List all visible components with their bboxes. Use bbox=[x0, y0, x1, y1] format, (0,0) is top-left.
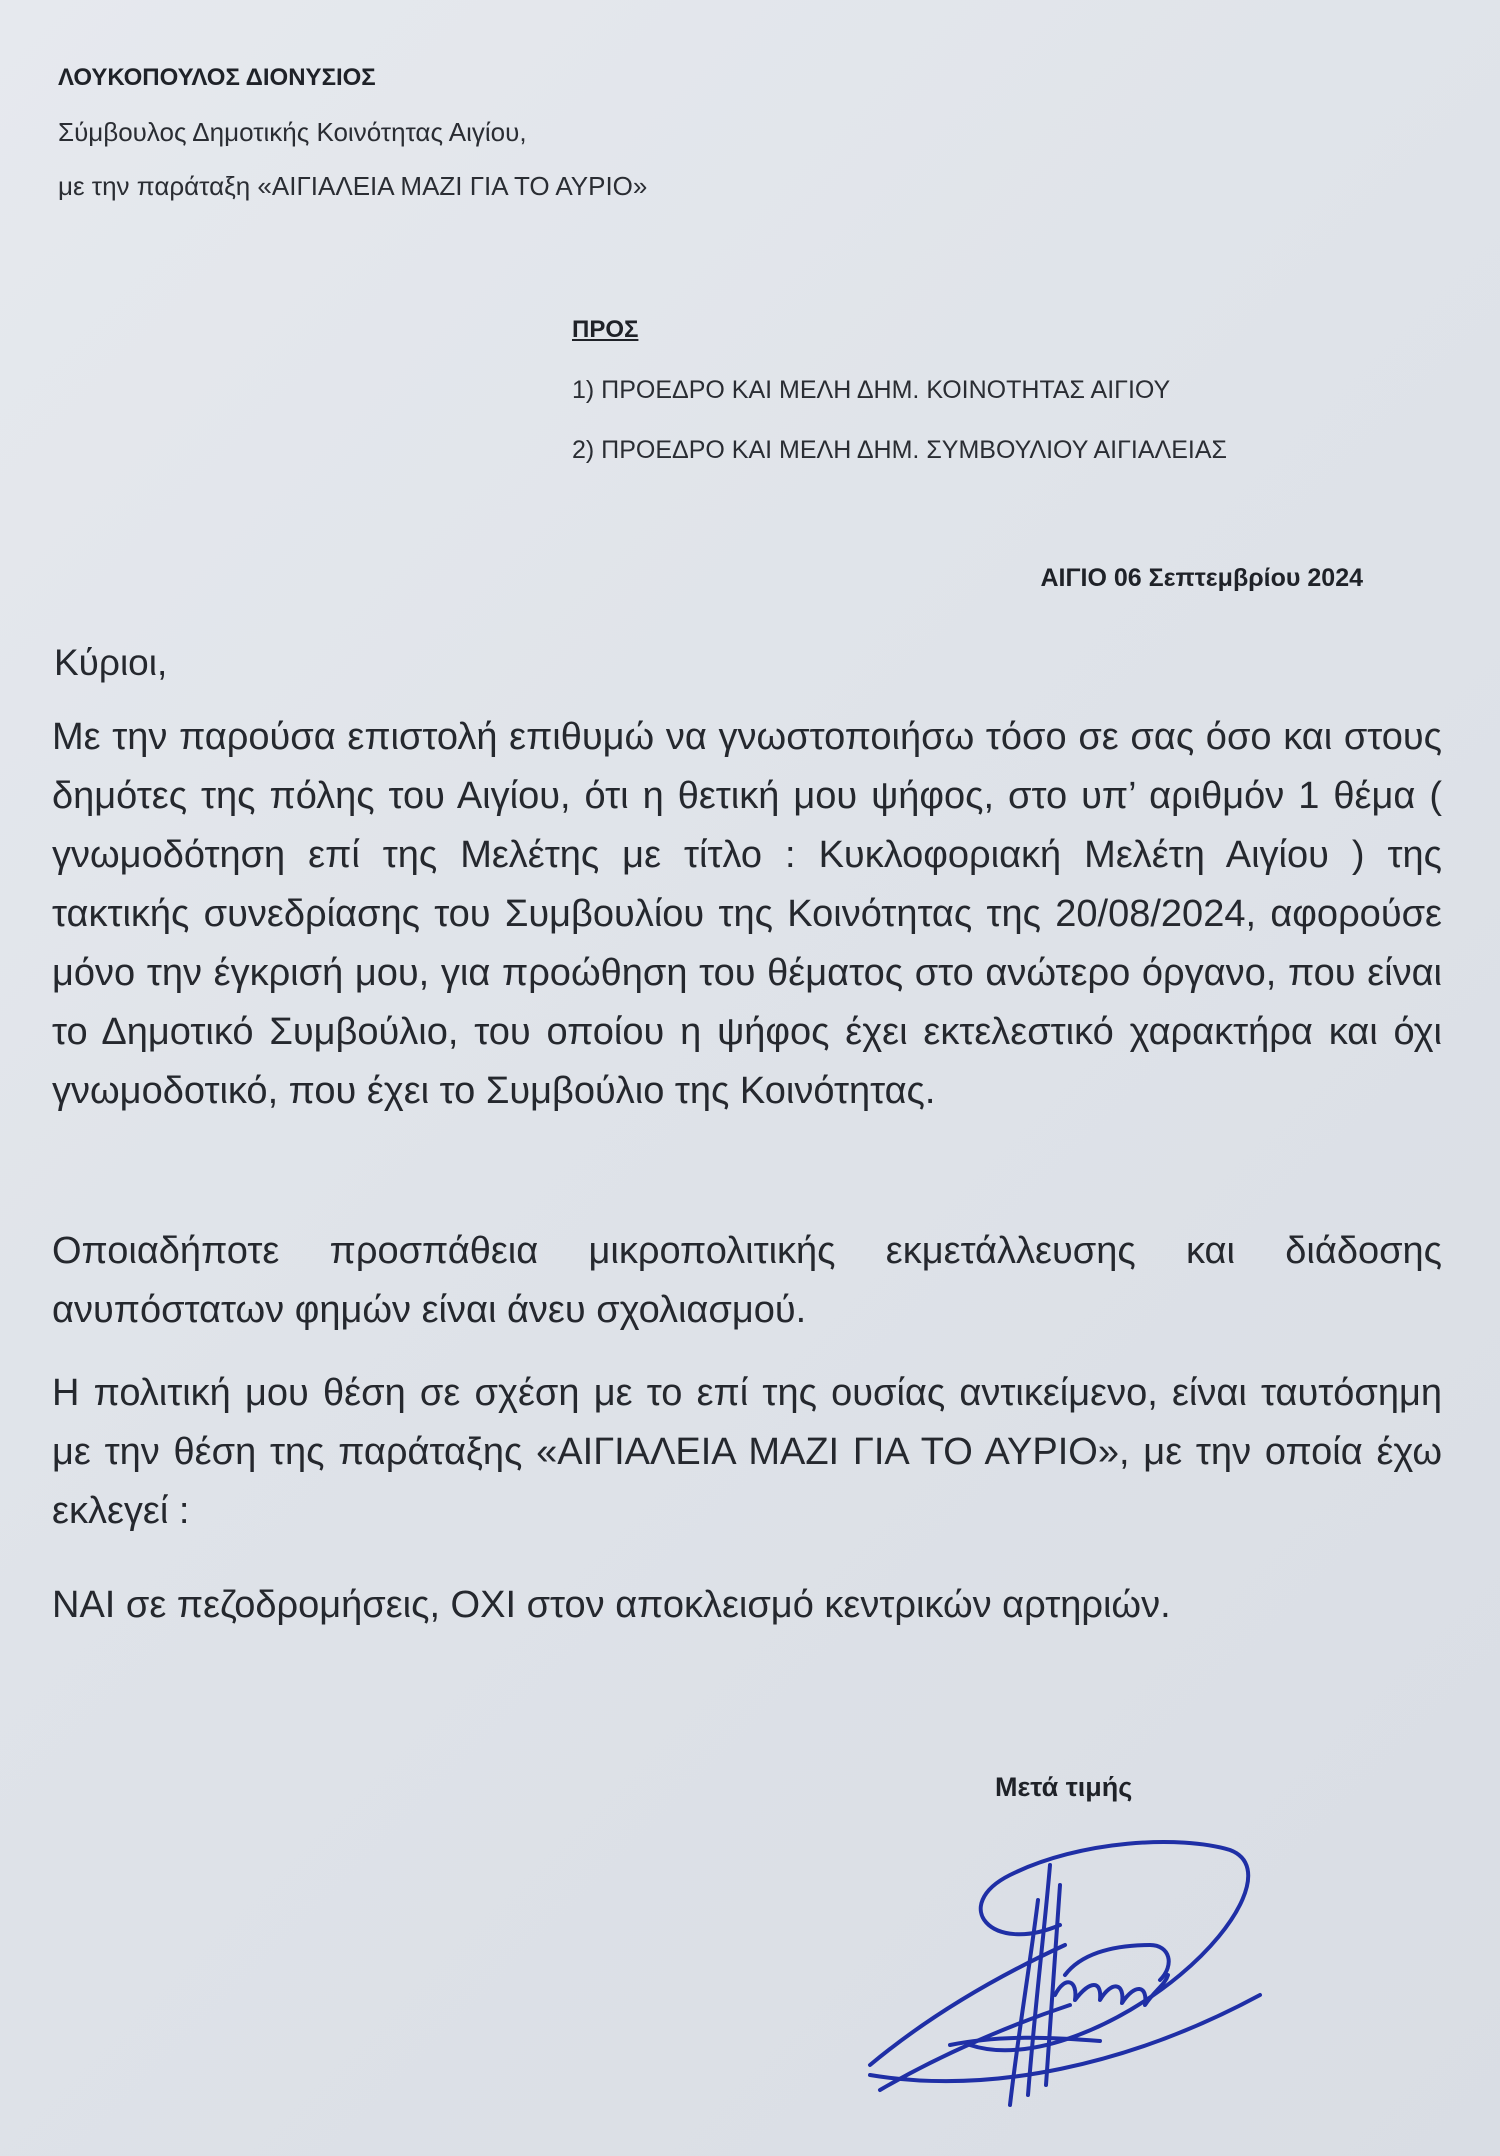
recipients-block bbox=[572, 314, 1472, 466]
body-paragraph: Με την παρούσα επιστολή επιθυμώ να γνωστοποιήσω τόσο σε σας όσο και στους δημότες της πόλης του Αιγίου, ότι η θετική μου ψήφος, στο υπ’ αριθμόν 1 θέμα ( γνωμοδότηση επί της Μελέτης με τίτλο : Κυκλοφοριακή Μελέτη Αιγίου ) της τακτικής συνεδρίασης του Συμβουλίου της Κοινότητας της 20/08/2024, αφορούσε μόνο την έγκρισή μου, για προώθηση του θέματος στο ανώτερο όργανο, που είναι το Δημοτικό Συμβούλιο, του οποίου η ψήφος έχει εκτελεστικό χαρακτήρα και όχι γνωμοδοτικό, που έχει το Συμβούλιο της Κοινότητας. bbox=[52, 716, 1442, 1112]
sender-title: Σύμβουλος Δημοτικής Κοινότητας Αιγίου, bbox=[58, 117, 527, 147]
sender-party: με την παράταξη «ΑΙΓΙΑΛΕΙΑ ΜΑΖΙ ΓΙΑ ΤΟ ΑΥΡΙΟ» bbox=[58, 171, 648, 201]
recipient-item: 1) ΠΡΟΕΔΡΟ ΚΑΙ ΜΕΛΗ ΔΗΜ. ΚΟΙΝΟΤΗΤΑΣ ΑΙΓΙΟΥ bbox=[572, 376, 1171, 404]
salutation: Κύριοι, bbox=[54, 642, 168, 683]
body-paragraph: Οποιαδήποτε προσπάθεια μικροπολιτικής εκμετάλλευσης και διάδοσης ανυπόστατων φημών είναι άνευ σχολιασμού. bbox=[52, 1230, 1442, 1331]
recipients-heading: ΠΡΟΣ bbox=[572, 316, 639, 343]
letter-date: ΑΙΓΙΟ 06 Σεπτεμβρίου 2024 bbox=[1040, 564, 1363, 592]
closing-phrase: Μετά τιμής bbox=[995, 1772, 1133, 1802]
sender-block bbox=[58, 62, 858, 202]
body-paragraph: Η πολιτική μου θέση σε σχέση με το επί της ουσίας αντικείμενο, είναι ταυτόσημη με την θέση της παράταξης «ΑΙΓΙΑΛΕΙΑ ΜΑΖΙ ΓΙΑ ΤΟ ΑΥΡΙΟ», με την οποία έχω εκλεγεί : bbox=[52, 1372, 1442, 1532]
sender-name: ΛΟΥΚΟΠΟΥΛΟΣ ΔΙΟΝΥΣΙΟΣ bbox=[58, 64, 376, 91]
body-paragraph: ΝΑΙ σε πεζοδρομήσεις, ΟΧΙ στον αποκλεισμό κεντρικών αρτηριών. bbox=[52, 1584, 1171, 1626]
handwritten-signature bbox=[850, 1805, 1290, 2135]
recipient-item: 2) ΠΡΟΕΔΡΟ ΚΑΙ ΜΕΛΗ ΔΗΜ. ΣΥΜΒΟΥΛΙΟΥ ΑΙΓΙΑΛΕΙΑΣ bbox=[572, 436, 1227, 464]
